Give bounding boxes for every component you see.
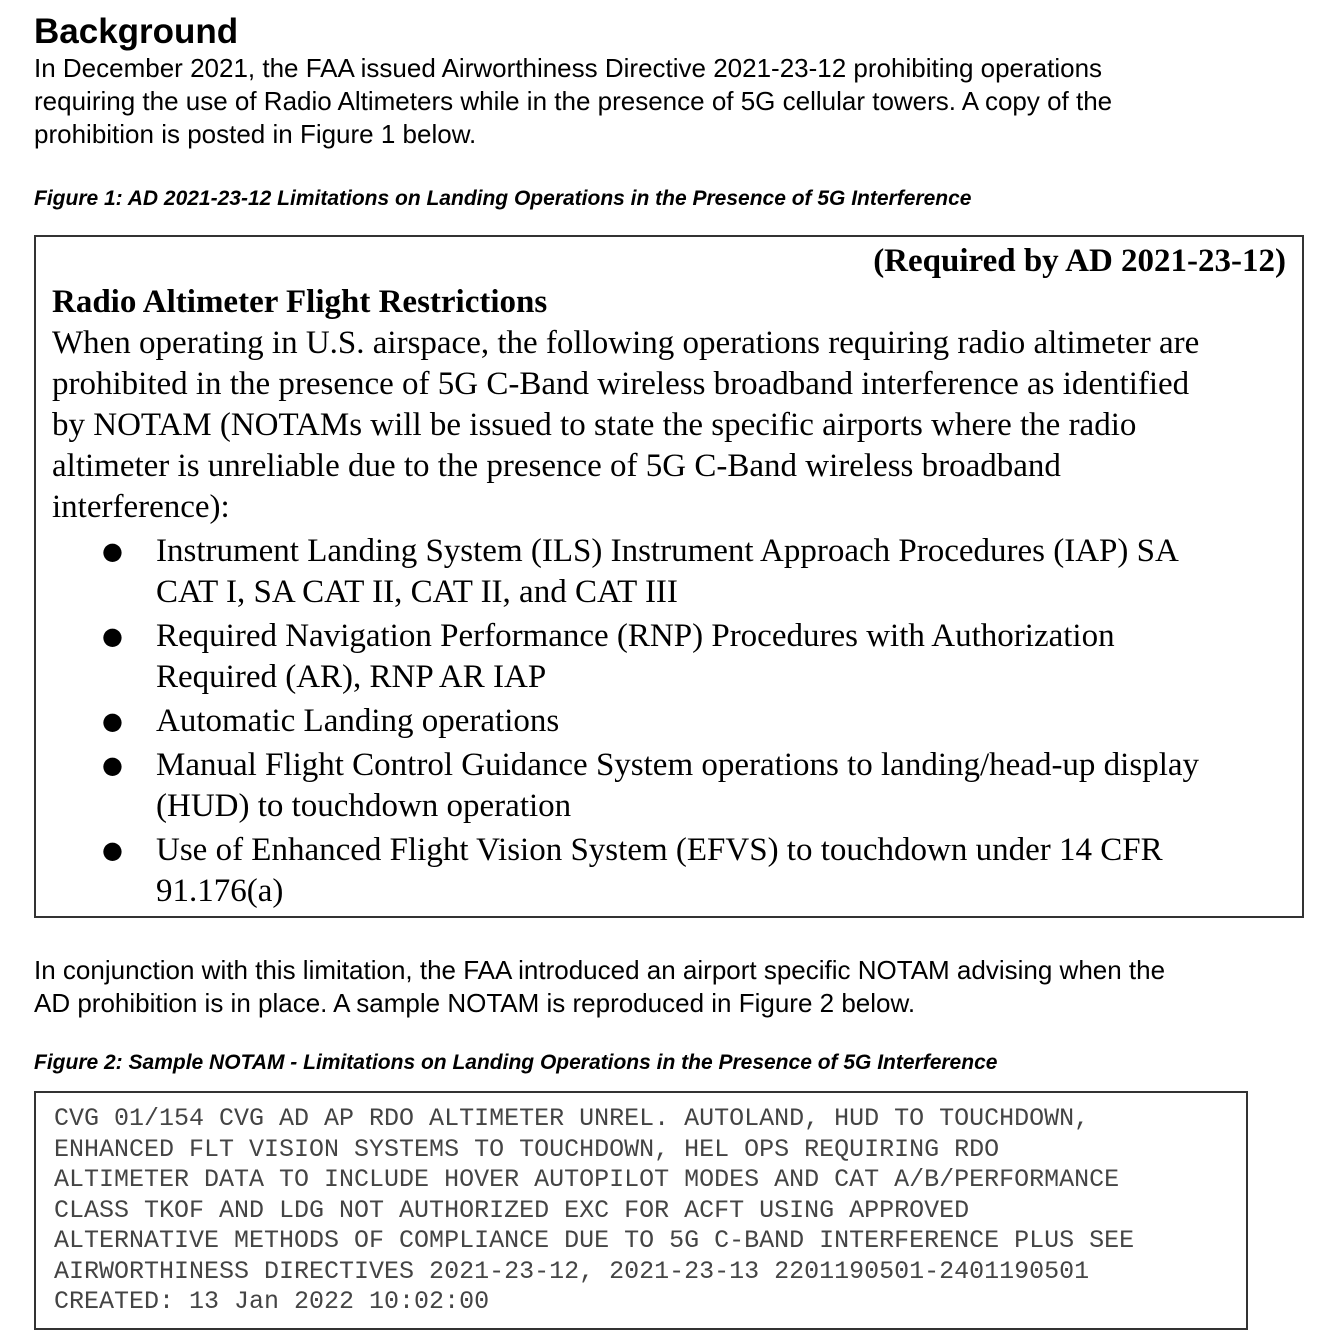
restriction-body-line: prohibited in the presence of 5G C-Band wireless broadband interference as identified [52,366,1190,402]
restriction-body-line: altimeter is unreliable due to the presence of 5G C-Band wireless broadband [52,448,1061,484]
figure2-caption: Figure 2: Sample NOTAM - Limitations on Landing Operations in the Presence of 5G Interference [34,1051,998,1074]
notam-line: CREATED: 13 Jan 2022 10:02:00 [54,1287,490,1316]
bullet-icon: ● [102,707,123,735]
list-item [52,616,1286,698]
restriction-body-line: interference): [52,489,230,525]
list-item-line: Required Navigation Performance (RNP) Procedures with Authorization [156,618,1115,654]
prohibited-operations-list [52,531,1286,912]
list-item [52,531,1286,613]
required-by-label: (Required by AD 2021-23-12) [873,243,1286,279]
restriction-body-line: When operating in U.S. airspace, the following operations requiring radio altimeter are [52,325,1200,361]
intro-line: In December 2021, the FAA issued Airworthiness Directive 2021-23-12 prohibiting operations [34,53,1103,83]
intro-line: prohibition is posted in Figure 1 below. [34,119,477,149]
list-item-line: Manual Flight Control Guidance System operations to landing/head-up display [156,747,1200,783]
document-page [34,12,1309,1330]
section-heading: Background [34,12,239,51]
notam-box [34,1091,1248,1330]
list-item-line: Automatic Landing operations [156,703,560,739]
list-item-line: (HUD) to touchdown operation [156,788,572,824]
list-item-line: Use of Enhanced Flight Vision System (EFVS) to touchdown under 14 CFR [156,832,1163,868]
notam-line: ALTIMETER DATA TO INCLUDE HOVER AUTOPILOT MODES AND CAT A/B/PERFORMANCE [54,1165,1120,1194]
bullet-icon: ● [102,622,123,650]
notam-line: CLASS TKOF AND LDG NOT AUTHORIZED EXC FOR ACFT USING APPROVED [54,1195,970,1225]
notam-line: CVG 01/154 CVG AD AP RDO ALTIMETER UNREL. AUTOLAND, HUD TO TOUCHDOWN, [54,1104,1090,1133]
ad-restriction-box [34,235,1304,918]
restriction-title: Radio Altimeter Flight Restrictions [52,284,548,320]
notam-line: ENHANCED FLT VISION SYSTEMS TO TOUCHDOWN, HEL OPS REQUIRING RDO [54,1134,1000,1164]
restriction-body [52,323,1286,528]
conjunction-line: In conjunction with this limitation, the FAA introduced an airport specific NOTAM advising when the [34,955,1166,985]
list-item-line: Instrument Landing System (ILS) Instrument Approach Procedures (IAP) SA [156,533,1179,569]
conjunction-line: AD prohibition is in place. A sample NOTAM is reproduced in Figure 2 below. [34,988,916,1018]
bullet-icon: ● [102,537,123,565]
notam-line: AIRWORTHINESS DIRECTIVES 2021-23-12, 2021-23-13 2201190501-2401190501 [54,1256,1090,1286]
bullet-icon: ● [102,836,123,864]
conjunction-paragraph [34,954,1309,1020]
list-item [52,745,1286,827]
list-item [52,701,1286,742]
notam-line: ALTERNATIVE METHODS OF COMPLIANCE DUE TO 5G C-BAND INTERFERENCE PLUS SEE [54,1226,1135,1255]
list-item [52,830,1286,912]
intro-paragraph [34,52,1309,151]
figure1-caption: Figure 1: AD 2021-23-12 Limitations on Landing Operations in the Presence of 5G Interference [34,187,972,210]
intro-line: requiring the use of Radio Altimeters while in the presence of 5G cellular towers. A copy of the [34,86,1113,116]
list-item-line: 91.176(a) [156,873,284,909]
list-item-line: Required (AR), RNP AR IAP [156,659,547,695]
bullet-icon: ● [102,751,123,779]
list-item-line: CAT I, SA CAT II, CAT II, and CAT III [156,574,678,610]
restriction-body-line: by NOTAM (NOTAMs will be issued to state the specific airports where the radio [52,407,1137,443]
